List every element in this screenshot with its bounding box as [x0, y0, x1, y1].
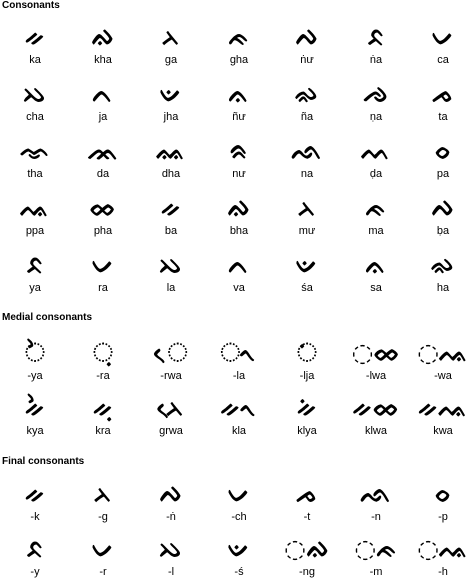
letter-glyph: ᨌ — [363, 79, 389, 108]
letter-cell — [276, 534, 338, 584]
letter-cell — [72, 193, 134, 243]
letter-cell — [72, 250, 134, 300]
letter-cell — [412, 79, 474, 129]
letter-cell — [412, 250, 474, 300]
letter-row — [0, 534, 474, 584]
letter-transliteration: -h — [438, 566, 448, 578]
letter-cell — [276, 193, 338, 243]
letter-cell — [140, 479, 202, 529]
letter-cell — [4, 393, 66, 443]
letter-cell — [72, 338, 134, 388]
letter-glyph: ᨀ — [160, 193, 182, 222]
letter-transliteration: -lja — [299, 370, 315, 382]
letter-transliteration: ya — [29, 282, 41, 294]
letter-transliteration: ḍa — [369, 168, 383, 180]
letter-transliteration: -m — [369, 566, 383, 578]
letter-glyph: ᨀᨗ — [296, 393, 318, 422]
letter-glyph: ◌ᨚ — [220, 338, 258, 367]
letter-cell — [72, 479, 134, 529]
letter-transliteration: kla — [231, 425, 247, 437]
letter-transliteration: -ch — [231, 511, 247, 523]
letter-transliteration: la — [166, 282, 176, 294]
letter-transliteration: -ng — [299, 566, 315, 578]
letter-glyph: ᨋ — [294, 79, 320, 108]
letter-cell — [208, 393, 270, 443]
letter-glyph: ᨑ — [229, 136, 249, 165]
letter-cell — [412, 534, 474, 584]
letter-glyph: ᨇ — [159, 534, 183, 563]
letter-cell — [4, 250, 66, 300]
letter-glyph: ᨔ — [434, 479, 452, 508]
letter-transliteration: gha — [229, 54, 249, 66]
letter-glyph: ᨀᨛ — [24, 393, 46, 422]
letter-transliteration: -lwa — [365, 370, 387, 382]
letter-transliteration: śa — [301, 282, 313, 294]
letter-cell — [4, 193, 66, 243]
letter-transliteration: kya — [26, 425, 44, 437]
letter-cell — [140, 534, 202, 584]
letter-cell — [4, 79, 66, 129]
letter-transliteration: cha — [26, 111, 44, 123]
letter-transliteration: sa — [370, 282, 382, 294]
letter-cell — [276, 22, 338, 72]
letter-cell — [4, 136, 66, 186]
letter-transliteration: pha — [93, 225, 113, 237]
letter-cell — [208, 534, 270, 584]
letter-transliteration: klya — [297, 425, 317, 437]
letter-transliteration: -p — [438, 511, 448, 523]
letter-cell — [208, 136, 270, 186]
letter-transliteration: da — [96, 168, 110, 180]
section-heading: Final consonants — [2, 456, 85, 467]
letter-glyph: ᨒ — [360, 479, 392, 508]
letter-transliteration: mư — [298, 225, 316, 237]
letter-cell — [412, 136, 474, 186]
letter-cell — [140, 136, 202, 186]
letter-glyph: ᨖ — [89, 193, 117, 222]
letter-glyph: ᨍ — [431, 79, 454, 108]
letter-transliteration: ṅư — [300, 54, 314, 66]
section-heading: Consonants — [2, 0, 60, 11]
letter-glyph: ᨄ — [159, 479, 183, 508]
letter-transliteration: jha — [163, 111, 179, 123]
letter-glyph: ᨅ — [25, 534, 45, 563]
letter-transliteration: ha — [436, 282, 450, 294]
letter-transliteration: -y — [30, 566, 40, 578]
letter-row — [0, 393, 474, 443]
letter-row — [0, 22, 474, 72]
letter-cell — [208, 79, 270, 129]
letter-glyph: ◌ᨕ — [417, 534, 469, 563]
letter-cell — [208, 193, 270, 243]
letter-transliteration: ṅa — [369, 54, 383, 66]
letter-glyph: ◌ᨕ — [417, 338, 469, 367]
letter-cell — [276, 479, 338, 529]
letter-cell — [4, 479, 66, 529]
letter-cell — [72, 393, 134, 443]
letter-transliteration: -ś — [234, 566, 244, 578]
letter-cell — [72, 22, 134, 72]
letter-cell — [412, 338, 474, 388]
letter-glyph: ᨅ — [25, 250, 45, 279]
letter-glyph: ᨅ — [366, 22, 386, 51]
letter-transliteration: ña — [300, 111, 314, 123]
letter-glyph: ᨉ — [295, 250, 319, 279]
letter-glyph: ᨀᨖ — [352, 393, 400, 422]
letter-cell — [140, 79, 202, 129]
letter-glyph: ◌ᨗ — [297, 338, 317, 367]
letter-glyph: ᨆ — [431, 22, 455, 51]
letter-cell — [412, 393, 474, 443]
letter-glyph: ᨉ — [159, 79, 183, 108]
letter-glyph: ᨇ — [23, 79, 47, 108]
letter-cell — [140, 338, 202, 388]
letter-cell — [276, 79, 338, 129]
letter-transliteration: -n — [371, 511, 381, 523]
letter-transliteration: ra — [98, 282, 108, 294]
letter-glyph: ᨂ — [93, 479, 113, 508]
letter-cell — [140, 22, 202, 72]
letter-transliteration: kra — [95, 425, 111, 437]
letter-glyph: ᨈ — [228, 250, 250, 279]
letter-transliteration: grwa — [159, 425, 183, 437]
letter-glyph: ◌ᨖ — [351, 338, 401, 367]
letter-glyph: ᨂ — [161, 22, 181, 51]
letter-glyph: ᨉ — [227, 534, 251, 563]
letter-transliteration: ja — [98, 111, 108, 123]
letter-transliteration: -la — [232, 370, 246, 382]
letter-cell — [345, 22, 407, 72]
letter-transliteration: ma — [368, 225, 384, 237]
letter-cell — [72, 79, 134, 129]
letter-glyph: ᨓ — [361, 136, 391, 165]
letter-transliteration: -g — [98, 511, 108, 523]
letter-cell — [4, 534, 66, 584]
letter-cell — [412, 479, 474, 529]
letter-transliteration: kha — [94, 54, 112, 66]
letter-transliteration: ka — [29, 54, 41, 66]
letter-transliteration: nư — [232, 168, 246, 180]
letter-glyph: ᨂᨙ — [157, 393, 185, 422]
letter-transliteration: ta — [438, 111, 448, 123]
letter-transliteration: ḅa — [436, 225, 450, 237]
letter-glyph: ᨂ — [297, 193, 317, 222]
letter-cell — [208, 22, 270, 72]
letter-transliteration: na — [300, 168, 314, 180]
letter-glyph: ᨔ — [434, 136, 452, 165]
letter-row — [0, 338, 474, 388]
letter-transliteration: ñư — [232, 111, 246, 123]
letter-cell — [412, 22, 474, 72]
letter-cell — [276, 338, 338, 388]
letter-cell — [208, 338, 270, 388]
letter-glyph: ᨎ — [20, 136, 50, 165]
section-heading: Medial consonants — [2, 312, 93, 323]
letter-glyph: ᨀ — [24, 22, 46, 51]
letter-cell — [345, 136, 407, 186]
letter-transliteration: bha — [229, 225, 249, 237]
letter-glyph: ᨋ — [430, 250, 456, 279]
letter-glyph: ᨆ — [91, 534, 115, 563]
letter-row — [0, 250, 474, 300]
letter-transliteration: -wa — [434, 370, 452, 382]
letter-cell — [412, 193, 474, 243]
letter-cell — [276, 393, 338, 443]
letter-row — [0, 79, 474, 129]
letter-glyph: ◌ᨙ — [154, 338, 188, 367]
letter-glyph: ᨃ — [228, 22, 250, 51]
letter-glyph: ᨆ — [227, 479, 251, 508]
letter-glyph: ᨇ — [159, 250, 183, 279]
letter-cell — [345, 393, 407, 443]
letter-cell — [208, 250, 270, 300]
letter-transliteration: dha — [161, 168, 181, 180]
letter-transliteration: tha — [27, 168, 43, 180]
letter-glyph: ᨊ — [365, 250, 387, 279]
letter-transliteration: -ya — [27, 370, 43, 382]
letter-row — [0, 136, 474, 186]
letter-glyph: ᨆ — [91, 250, 115, 279]
letter-transliteration: va — [233, 282, 245, 294]
letter-cell — [276, 136, 338, 186]
letter-transliteration: kwa — [433, 425, 453, 437]
letter-glyph: ᨄ — [431, 193, 455, 222]
letter-transliteration: ppa — [25, 225, 45, 237]
letter-transliteration: -ra — [96, 370, 110, 382]
letter-cell — [72, 136, 134, 186]
letter-cell — [345, 534, 407, 584]
letter-row — [0, 479, 474, 529]
letter-row — [0, 193, 474, 243]
letter-glyph: ᨍ — [295, 479, 318, 508]
letter-cell — [140, 250, 202, 300]
letter-glyph: ᨐ — [156, 136, 186, 165]
letter-glyph: ◌ᨁ — [284, 534, 330, 563]
letter-cell — [4, 338, 66, 388]
letter-glyph: ᨊ — [228, 79, 250, 108]
letter-glyph: ᨀᨘ — [92, 393, 114, 422]
letter-cell — [208, 479, 270, 529]
letter-glyph: ᨀᨕ — [417, 393, 469, 422]
letter-transliteration: ga — [164, 54, 178, 66]
letter-glyph: ᨒ — [291, 136, 323, 165]
letter-cell — [345, 79, 407, 129]
letter-glyph: ᨀ — [24, 479, 46, 508]
letter-transliteration: ca — [437, 54, 449, 66]
letter-transliteration: -k — [30, 511, 40, 523]
letter-cell — [345, 479, 407, 529]
letter-glyph: ◌ᨘ — [93, 338, 113, 367]
letter-glyph: ◌ᨛ — [25, 338, 45, 367]
letter-glyph: ᨄ — [295, 22, 319, 51]
letter-cell — [345, 193, 407, 243]
letter-transliteration: pa — [436, 168, 450, 180]
letter-glyph: ᨃ — [365, 193, 387, 222]
letter-transliteration: -r — [99, 566, 107, 578]
letter-cell — [140, 193, 202, 243]
letter-glyph: ᨁ — [91, 22, 115, 51]
letter-cell — [276, 250, 338, 300]
letter-cell — [345, 250, 407, 300]
letter-glyph: ᨈ — [92, 79, 114, 108]
letter-glyph: ᨕ — [20, 193, 50, 222]
letter-glyph: ᨏ — [87, 136, 119, 165]
letter-cell — [345, 338, 407, 388]
letter-glyph: ᨀᨚ — [220, 393, 258, 422]
letter-transliteration: klwa — [364, 425, 387, 437]
letter-transliteration: ba — [164, 225, 178, 237]
letter-cell — [4, 22, 66, 72]
letter-transliteration: -ṅ — [166, 511, 176, 523]
letter-transliteration: -t — [303, 511, 311, 523]
letter-cell — [72, 534, 134, 584]
letter-transliteration: -l — [167, 566, 175, 578]
letter-glyph: ᨁ — [227, 193, 251, 222]
letter-transliteration: -rwa — [160, 370, 182, 382]
letter-transliteration: ṇa — [369, 111, 383, 123]
letter-cell — [140, 393, 202, 443]
letter-glyph: ◌ᨃ — [354, 534, 398, 563]
